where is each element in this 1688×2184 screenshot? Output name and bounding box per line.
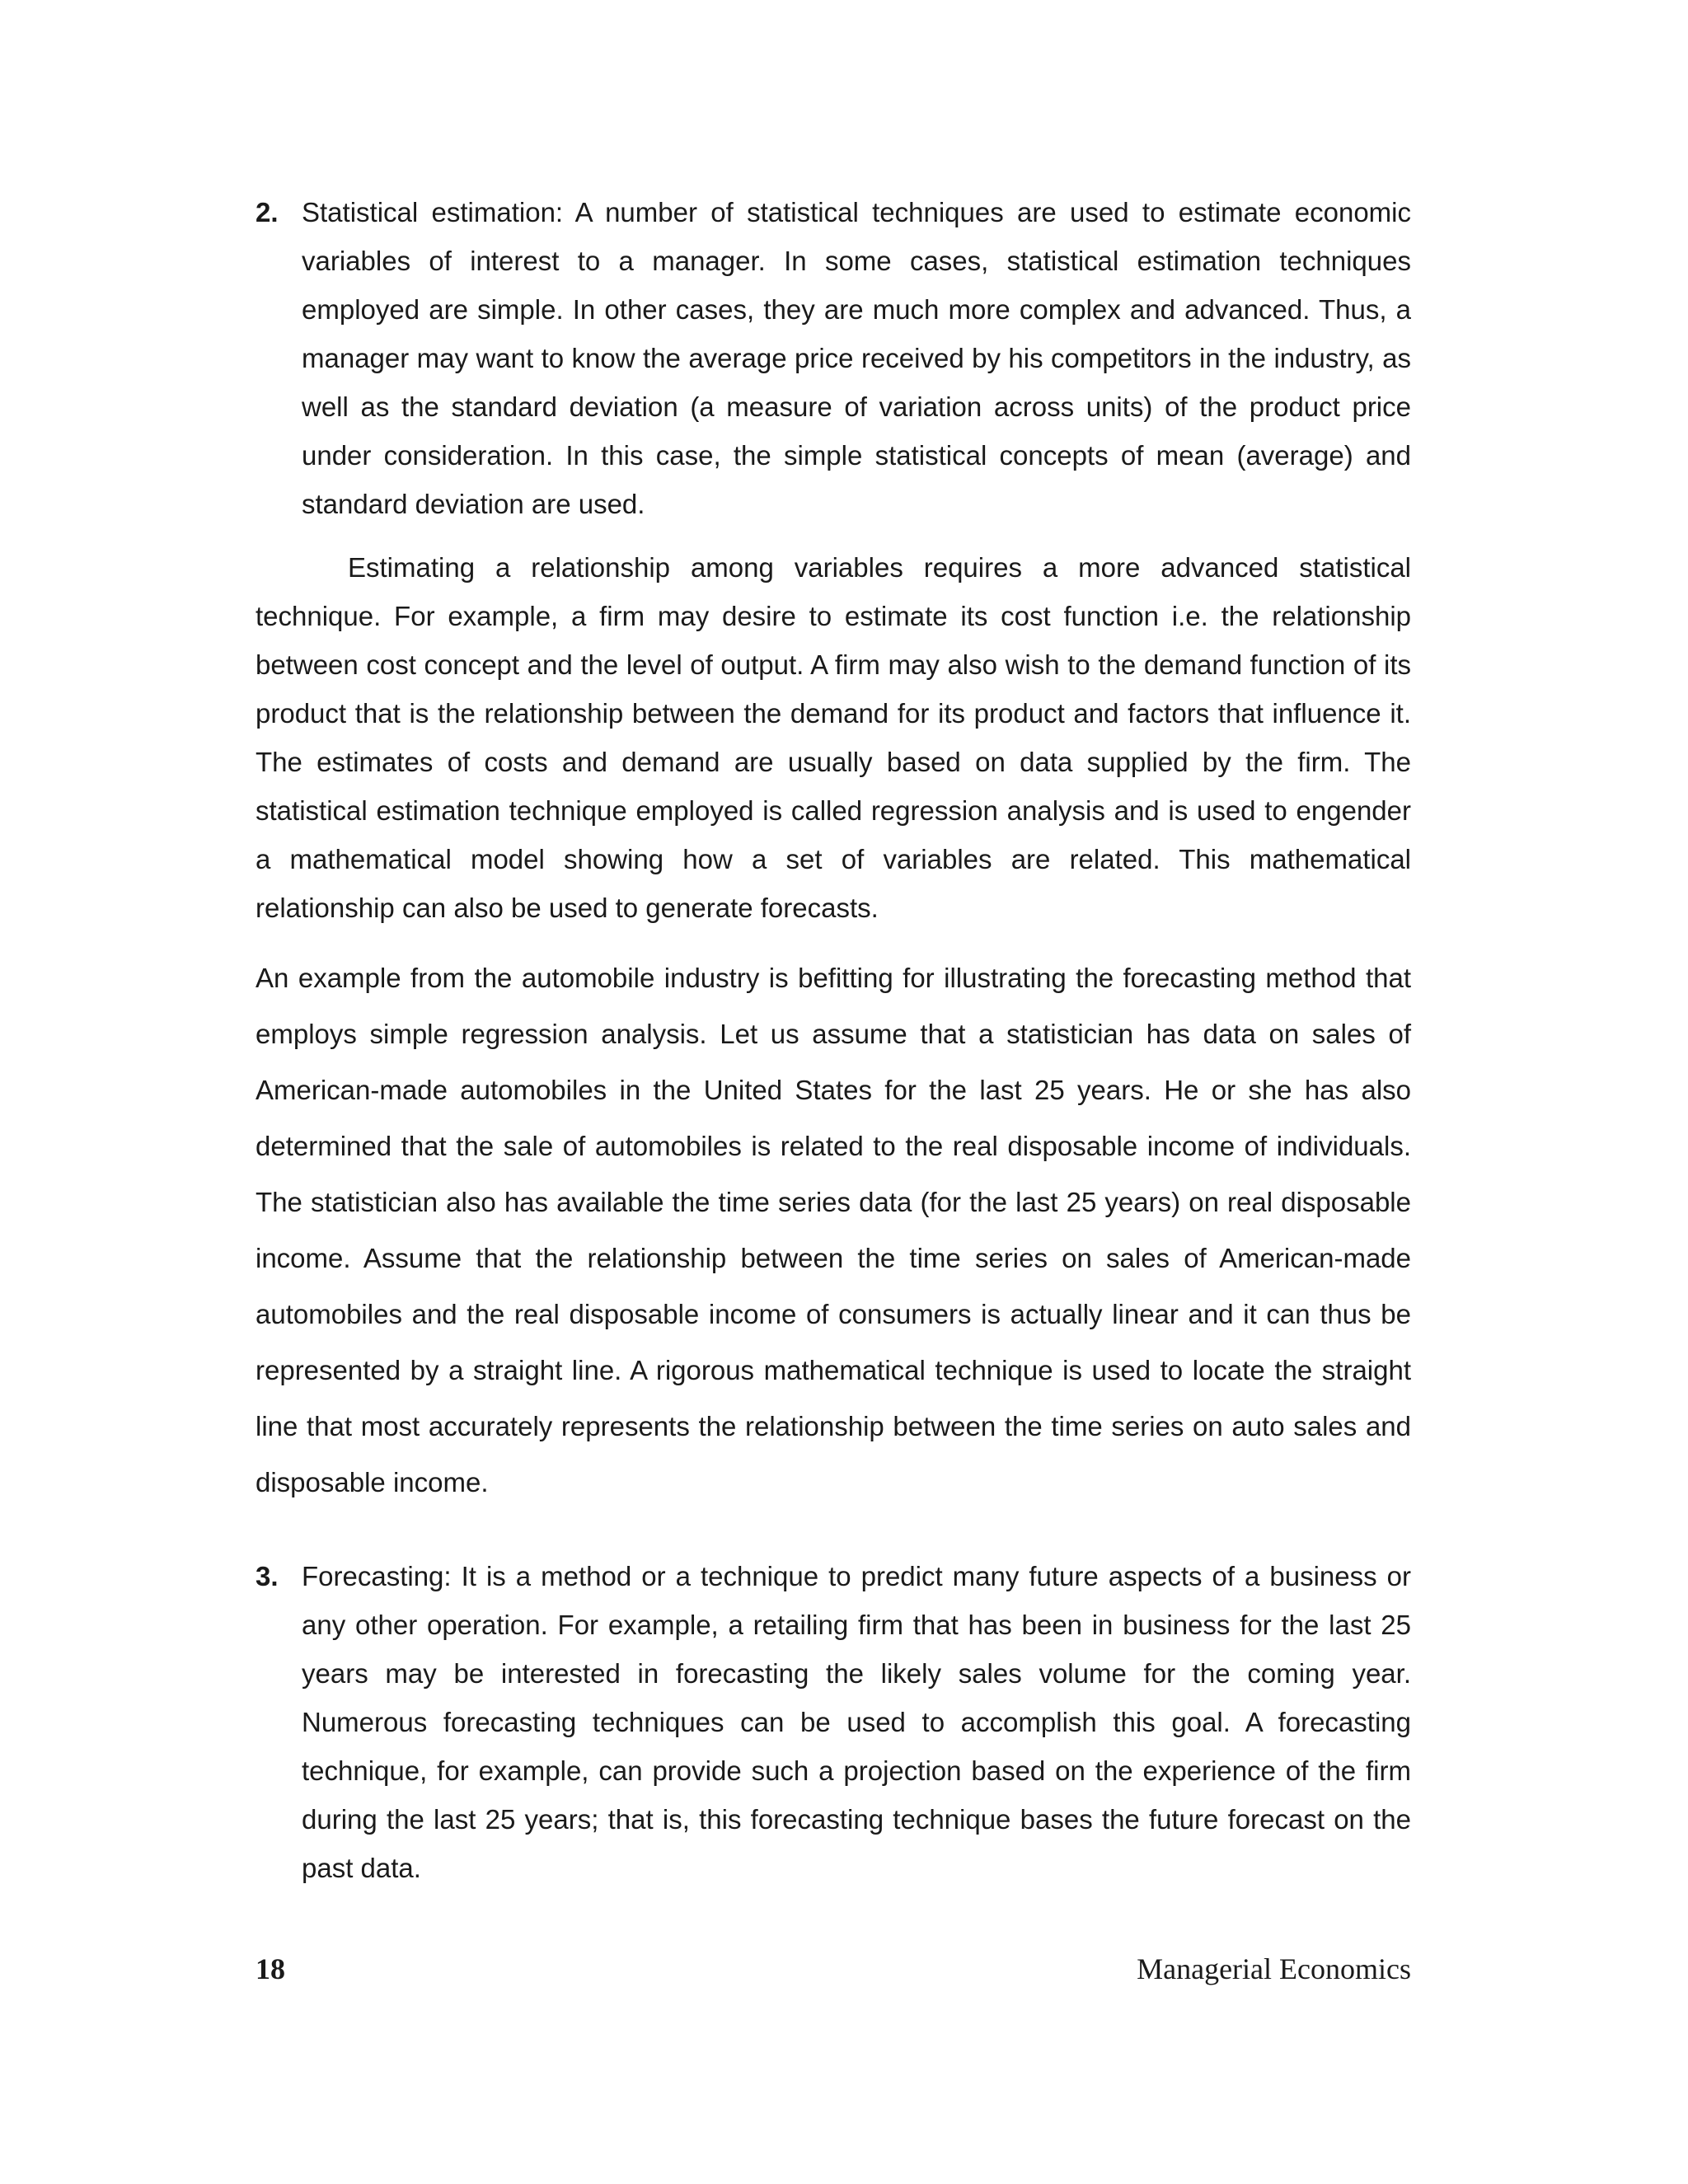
item-number: 3. — [256, 1561, 279, 1591]
page-content — [256, 188, 1411, 1892]
page-footer — [256, 1952, 1411, 1993]
paragraph-automobile-example: An example from the automobile industry is befitting for illustrating the forecasting method that employs simple regression analysis. Let us assume that a statistician has data on sales of American-made automobiles in the United States for the last 25 years. He or she has also determined that the sale of automobiles is related to the real disposable income of individuals. The statistician also has available the time series data (for the last 25 years) on real disposable income. Assume that the relationship between the time series on sales of American-made automobiles and the real disposable income of consumers is actually linear and it can thus be represented by a straight line. A rigorous mathematical technique is used to locate the straight line that most accurately represents the relationship between the time series on auto sales and disposable income. — [256, 963, 1411, 1497]
paragraph-regression: Estimating a relationship among variables requires a more advanced statistical technique. For example, a firm may desire to estimate its cost function i.e. the relationship between cost concept and the level of output. A firm may also wish to the demand function of its product that is the relationship between the demand for its product and factors that influence it. The estimates of costs and demand are usually based on data supplied by the firm. The statistical estimation technique employed is called regression analysis and is used to engender a mathematical model showing how a set of variables are related. This mathematical relationship can also be used to generate forecasts. — [256, 552, 1411, 923]
item-text: Statistical estimation: A number of statistical techniques are used to estimate economic variables of interest to a manager. In some cases, statistical estimation techniques employed are simple. In other cases, they are much more complex and advanced. Thus, a manager may want to know the average price received by his competitors in the industry, as well as the standard deviation (a measure of variation across units) of the product price under consideration. In this case, the simple statistical concepts of mean (average) and standard deviation are used. — [302, 197, 1411, 519]
numbered-item-statistical-estimation — [256, 188, 1411, 528]
item-number: 2. — [256, 197, 279, 227]
book-title: Managerial Economics — [1137, 1952, 1411, 1985]
page-number: 18 — [256, 1952, 285, 1985]
item-text: Forecasting: It is a method or a technique to predict many future aspects of a business or any other operation. For example, a retailing firm that has been in business for the last 25 years may be interested in forecasting the likely sales volume for the coming year. Numerous forecasting techniques can be used to accomplish this goal. A forecasting technique, for example, can provide such a projection based on the experience of the firm during the last 25 years; that is, this forecasting technique bases the future forecast on the past data. — [302, 1561, 1411, 1883]
numbered-item-forecasting — [256, 1552, 1411, 1892]
